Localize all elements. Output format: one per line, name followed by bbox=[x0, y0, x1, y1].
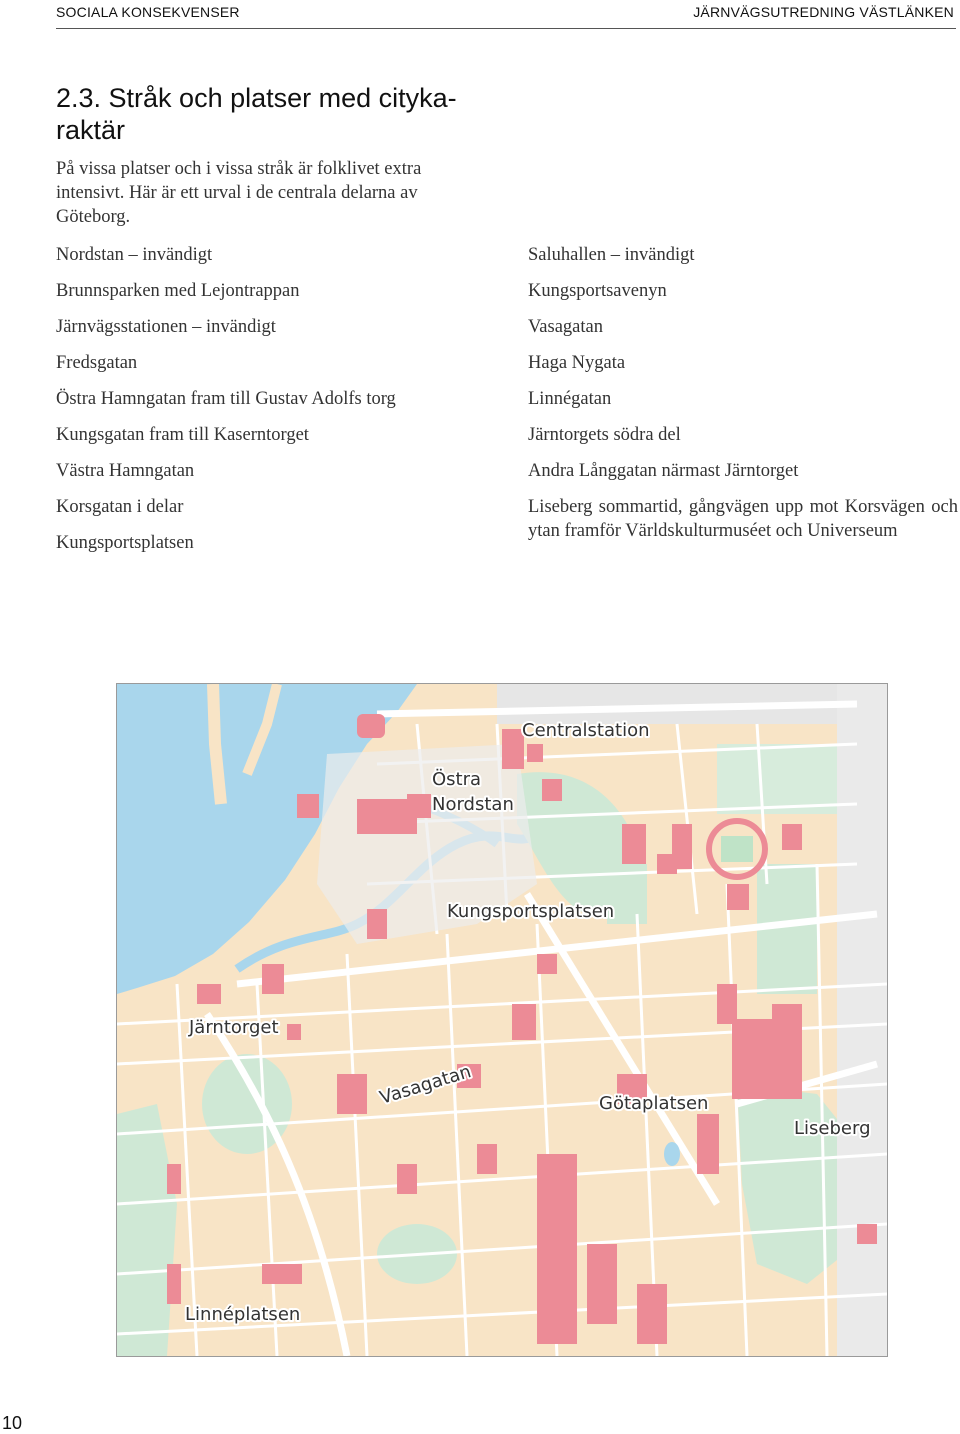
map-label-gotaplatsen: Götaplatsen bbox=[599, 1093, 709, 1114]
map-canvas bbox=[117, 684, 887, 1356]
place-item: Järnvägsstationen – invändigt bbox=[56, 317, 276, 337]
places-list-left bbox=[56, 243, 496, 567]
place-item: Andra Långgatan närmast Järntorget bbox=[528, 461, 799, 481]
map-label-jarntorget: Järntorget bbox=[189, 1017, 279, 1038]
map-label-nordstan: Nordstan bbox=[432, 794, 514, 815]
place-item: Västra Hamngatan bbox=[56, 461, 195, 481]
section-title bbox=[56, 82, 476, 146]
place-item: Liseberg sommartid, gångvägen upp mot Korsvägen och ytan framför Världskulturmuséet och Universeum bbox=[528, 497, 958, 541]
header-rule bbox=[56, 28, 956, 29]
section-intro: På vissa platser och i vissa stråk är folklivet extra intensivt. Här är ett urval i de centrala delarna av Göteborg. bbox=[56, 159, 422, 227]
running-header-right bbox=[693, 4, 954, 20]
map-stadium-field bbox=[721, 836, 753, 862]
map-rail-yard bbox=[837, 684, 887, 1356]
running-header-right-text: JÄRNVÄGSUTREDNING VÄSTLÄNKEN bbox=[693, 4, 954, 20]
map-label-ostra: Östra bbox=[432, 769, 482, 790]
section-title-line2: raktär bbox=[56, 115, 126, 145]
place-item: Kungsportsavenyn bbox=[528, 281, 667, 301]
place-item: Fredsgatan bbox=[56, 353, 138, 373]
place-item: Saluhallen – invändigt bbox=[528, 245, 695, 265]
running-header-left: SOCIALA KONSEKVENSER bbox=[56, 4, 240, 20]
section-title-line1: 2.3. Stråk och platser med cityka- bbox=[56, 83, 457, 113]
map-park bbox=[717, 744, 837, 814]
map-label-linneplatsen: Linnéplatsen bbox=[185, 1304, 301, 1325]
place-item: Nordstan – invändigt bbox=[56, 245, 213, 265]
places-list-right bbox=[528, 243, 958, 555]
place-item: Brunnsparken med Lejontrappan bbox=[56, 281, 300, 301]
place-item: Linnégatan bbox=[528, 389, 612, 409]
place-item: Korsgatan i delar bbox=[56, 497, 184, 517]
map-label-liseberg: Liseberg bbox=[794, 1118, 871, 1139]
place-item: Vasagatan bbox=[528, 317, 603, 337]
place-item: Östra Hamngatan fram till Gustav Adolfs torg bbox=[56, 389, 396, 409]
city-map bbox=[116, 683, 888, 1357]
page-number: 10 bbox=[2, 1413, 23, 1433]
map-label-vasagatan: Vasagatan bbox=[377, 1061, 474, 1109]
map-pond bbox=[664, 1142, 680, 1166]
place-item: Kungsportsplatsen bbox=[56, 533, 194, 553]
place-item: Järntorgets södra del bbox=[528, 425, 681, 445]
place-item: Haga Nygata bbox=[528, 353, 626, 373]
map-label-kungsportsplatsen: Kungsportsplatsen bbox=[447, 901, 615, 922]
map-label-centralstation: Centralstation bbox=[522, 720, 650, 741]
place-item: Kungsgatan fram till Kaserntorget bbox=[56, 425, 309, 445]
